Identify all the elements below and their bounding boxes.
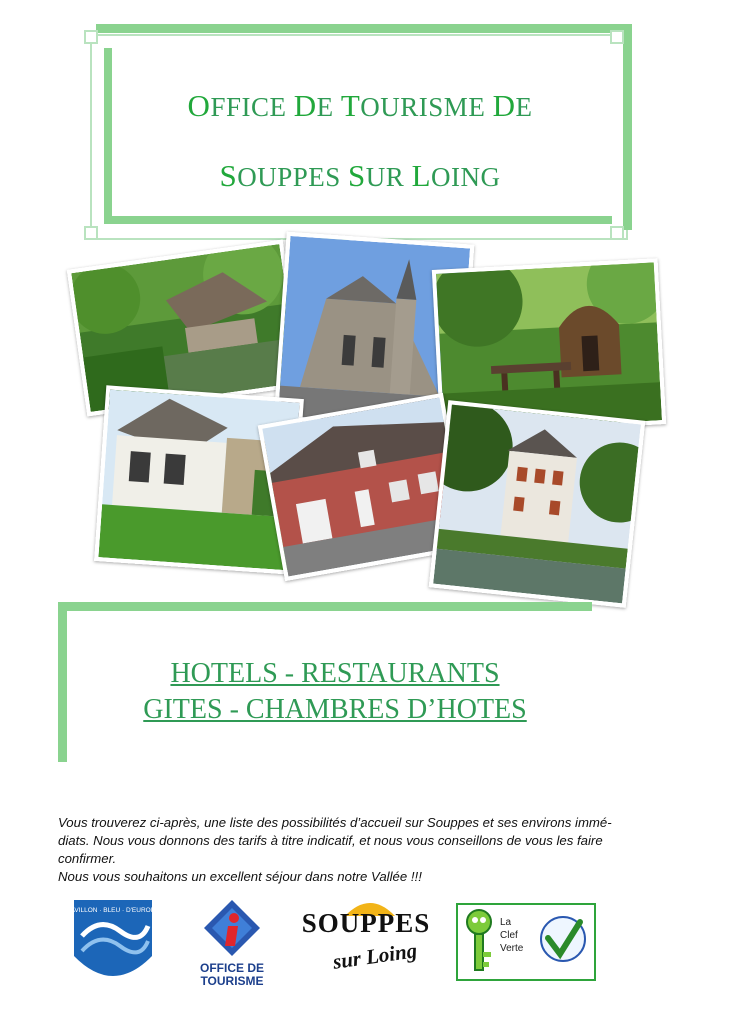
office-tourisme-logo-icon bbox=[202, 898, 262, 958]
clef-label-line: La bbox=[500, 917, 512, 928]
intro-line: confirmer. bbox=[58, 851, 117, 866]
office-label-line: TOURISME bbox=[200, 974, 264, 988]
intro-paragraph bbox=[58, 814, 678, 886]
subtitle-frame-left-bar bbox=[58, 602, 67, 762]
photo-chateau-lake bbox=[429, 400, 646, 608]
office-label-line: OFFICE DE bbox=[199, 961, 264, 975]
souppes-logo-main: SOUPPES bbox=[301, 908, 431, 938]
frame-corner-ornament bbox=[84, 226, 98, 240]
intro-line: Nous vous souhaitons un excellent séjour dans notre Vallée !!! bbox=[58, 869, 422, 884]
subtitle-frame-top-bar bbox=[58, 602, 592, 611]
souppes-logo-script: sur Loing bbox=[331, 938, 419, 974]
clef-verte-label bbox=[500, 916, 540, 955]
frame-corner-ornament bbox=[610, 226, 624, 240]
clef-label-line: Clef bbox=[500, 930, 518, 941]
clef-label-line: Verte bbox=[500, 943, 524, 954]
title-frame-inner bbox=[104, 48, 612, 224]
title-frame-right-bar bbox=[623, 24, 632, 230]
pavillon-bleu-logo bbox=[70, 896, 156, 988]
intro-line: diats. Nous vous donnons des tarifs à titre indicatif, et nous vous conseillons de vous les faire bbox=[58, 833, 603, 848]
title-frame-top-bar bbox=[96, 24, 632, 33]
frame-corner-ornament bbox=[610, 30, 624, 44]
checkmark-icon bbox=[538, 914, 588, 964]
pavillon-text: PAVILLON · BLEU · D'EUROPE bbox=[70, 907, 156, 914]
subtitle-line-2: GITES - CHAMBRES D’HOTES bbox=[143, 694, 527, 725]
page-title-line-1: OFFICE DE TOURISME DE bbox=[187, 88, 533, 123]
page-title-line-2: SOUPPES SUR LOING bbox=[219, 158, 501, 193]
frame-corner-ornament bbox=[84, 30, 98, 44]
intro-line: Vous trouverez ci-après, une liste des possibilités d’accueil sur Souppes et ses environs immé- bbox=[58, 815, 612, 830]
subtitle-line-1: HOTELS - RESTAURANTS bbox=[170, 658, 500, 689]
green-key-icon bbox=[462, 908, 496, 974]
office-tourisme-label bbox=[192, 962, 272, 988]
